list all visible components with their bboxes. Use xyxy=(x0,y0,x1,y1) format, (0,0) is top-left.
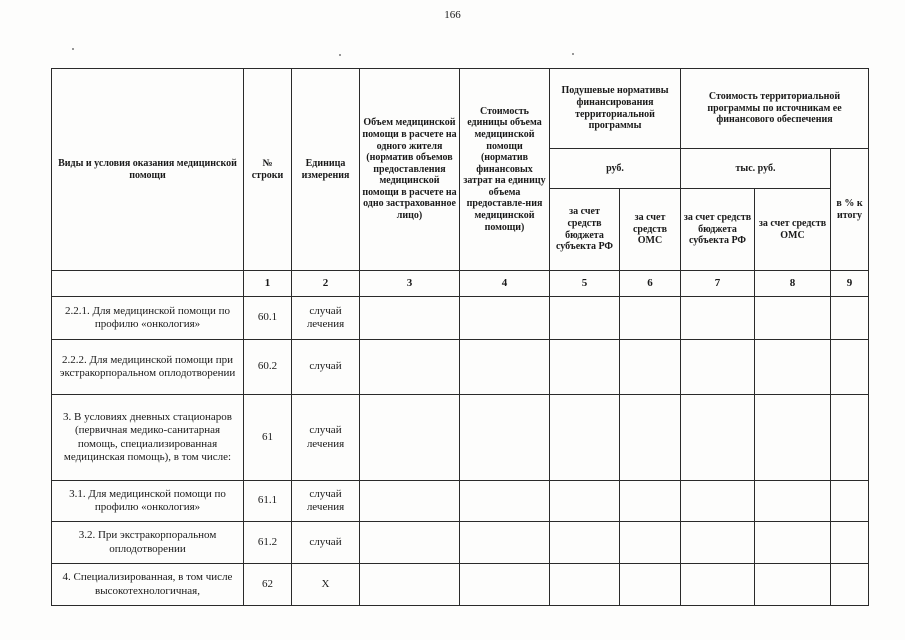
column-number: 3 xyxy=(360,271,460,297)
table-cell xyxy=(831,522,869,564)
header-percent-of-total: в % к итогу xyxy=(831,149,869,271)
row-unit: случай xyxy=(292,522,360,564)
row-name: 2.2.1. Для медицинской помощи по профилю «онкология» xyxy=(52,297,244,340)
table-cell xyxy=(460,297,550,340)
scan-speck xyxy=(72,48,74,50)
row-line-number: 62 xyxy=(244,564,292,606)
column-number: 1 xyxy=(244,271,292,297)
row-line-number: 61 xyxy=(244,395,292,481)
table-row xyxy=(52,564,869,606)
table-cell xyxy=(550,340,620,395)
header-row xyxy=(52,69,869,149)
row-unit: случай лечения xyxy=(292,395,360,481)
table-cell xyxy=(550,564,620,606)
scan-speck xyxy=(572,53,574,55)
table-cell xyxy=(460,564,550,606)
column-number xyxy=(52,271,244,297)
row-line-number: 60.1 xyxy=(244,297,292,340)
table-cell xyxy=(460,481,550,522)
table-cell xyxy=(620,481,681,522)
table-cell xyxy=(681,340,755,395)
page-number: 166 xyxy=(444,9,461,21)
column-number-row xyxy=(52,271,869,297)
table-cell xyxy=(755,395,831,481)
table-cell xyxy=(360,564,460,606)
column-number: 5 xyxy=(550,271,620,297)
table-cell xyxy=(831,395,869,481)
table-cell xyxy=(681,522,755,564)
header-volume-per-capita: Объем медицинской помощи в расчете на одного жителя (норматив объемов предоставления медицинской помощи в расчете на одно застрахованное лицо) xyxy=(360,69,460,271)
table-cell xyxy=(681,395,755,481)
header-oms-thousand: за счет средств ОМС xyxy=(755,189,831,271)
row-line-number: 61.2 xyxy=(244,522,292,564)
scan-speck xyxy=(339,54,341,56)
table-cell xyxy=(681,297,755,340)
header-line-number: № строки xyxy=(244,69,292,271)
column-number: 8 xyxy=(755,271,831,297)
table-cell xyxy=(620,340,681,395)
table-row xyxy=(52,522,869,564)
header-unit: Единица измерения xyxy=(292,69,360,271)
header-budget-rub: за счет средств бюджета субъекта РФ xyxy=(550,189,620,271)
table-cell xyxy=(831,340,869,395)
row-name: 4. Специализированная, в том числе высокотехнологичная, xyxy=(52,564,244,606)
table-cell xyxy=(360,297,460,340)
column-number: 6 xyxy=(620,271,681,297)
header-oms-rub: за счет средств ОМС xyxy=(620,189,681,271)
table-cell xyxy=(460,395,550,481)
table-cell xyxy=(755,481,831,522)
header-budget-thousand: за счет средств бюджета субъекта РФ xyxy=(681,189,755,271)
table-row xyxy=(52,395,869,481)
table-cell xyxy=(831,481,869,522)
header-per-capita-norms: Подушевые нормативы финансирования территориальной программы xyxy=(550,69,681,149)
row-name: 2.2.2. Для медицинской помощи при экстракорпоральном оплодотворении xyxy=(52,340,244,395)
table-cell xyxy=(755,340,831,395)
table-cell xyxy=(831,297,869,340)
table-cell xyxy=(620,395,681,481)
header-rub: руб. xyxy=(550,149,681,189)
table-cell xyxy=(360,340,460,395)
table-cell xyxy=(360,522,460,564)
row-name: 3.2. При экстракорпоральном оплодотворении xyxy=(52,522,244,564)
header-thousand-rub: тыс. руб. xyxy=(681,149,831,189)
row-name: 3.1. Для медицинской помощи по профилю «онкология» xyxy=(52,481,244,522)
table-cell xyxy=(681,481,755,522)
table-cell xyxy=(360,395,460,481)
budget-table xyxy=(51,68,869,606)
column-number: 4 xyxy=(460,271,550,297)
table-cell xyxy=(620,297,681,340)
table-cell xyxy=(755,522,831,564)
header-unit-cost: Стоимость единицы объема медицинской помощи (норматив финансовых затрат на единицу объема предоставле-ния медицинской помощи) xyxy=(460,69,550,271)
table-cell xyxy=(755,297,831,340)
table-cell xyxy=(620,564,681,606)
table-row xyxy=(52,297,869,340)
table-cell xyxy=(620,522,681,564)
row-line-number: 61.1 xyxy=(244,481,292,522)
table-cell xyxy=(460,340,550,395)
column-number: 9 xyxy=(831,271,869,297)
row-line-number: 60.2 xyxy=(244,340,292,395)
table-cell xyxy=(360,481,460,522)
row-unit: Х xyxy=(292,564,360,606)
table-row xyxy=(52,340,869,395)
header-types-of-care: Виды и условия оказания медицинской помощи xyxy=(52,69,244,271)
table-cell xyxy=(460,522,550,564)
header-program-cost: Стоимость территориальной программы по источникам ее финансового обеспечения xyxy=(681,69,869,149)
row-name: 3. В условиях дневных стационаров (первичная медико-санитарная помощь, специализированная медицинская помощь), в том числе: xyxy=(52,395,244,481)
table-row xyxy=(52,481,869,522)
column-number: 7 xyxy=(681,271,755,297)
table-cell xyxy=(550,522,620,564)
table-cell xyxy=(550,395,620,481)
row-unit: случай лечения xyxy=(292,481,360,522)
row-unit: случай лечения xyxy=(292,297,360,340)
table-cell xyxy=(755,564,831,606)
table-cell xyxy=(550,481,620,522)
column-number: 2 xyxy=(292,271,360,297)
table-cell xyxy=(831,564,869,606)
table-cell xyxy=(550,297,620,340)
table-cell xyxy=(681,564,755,606)
row-unit: случай xyxy=(292,340,360,395)
